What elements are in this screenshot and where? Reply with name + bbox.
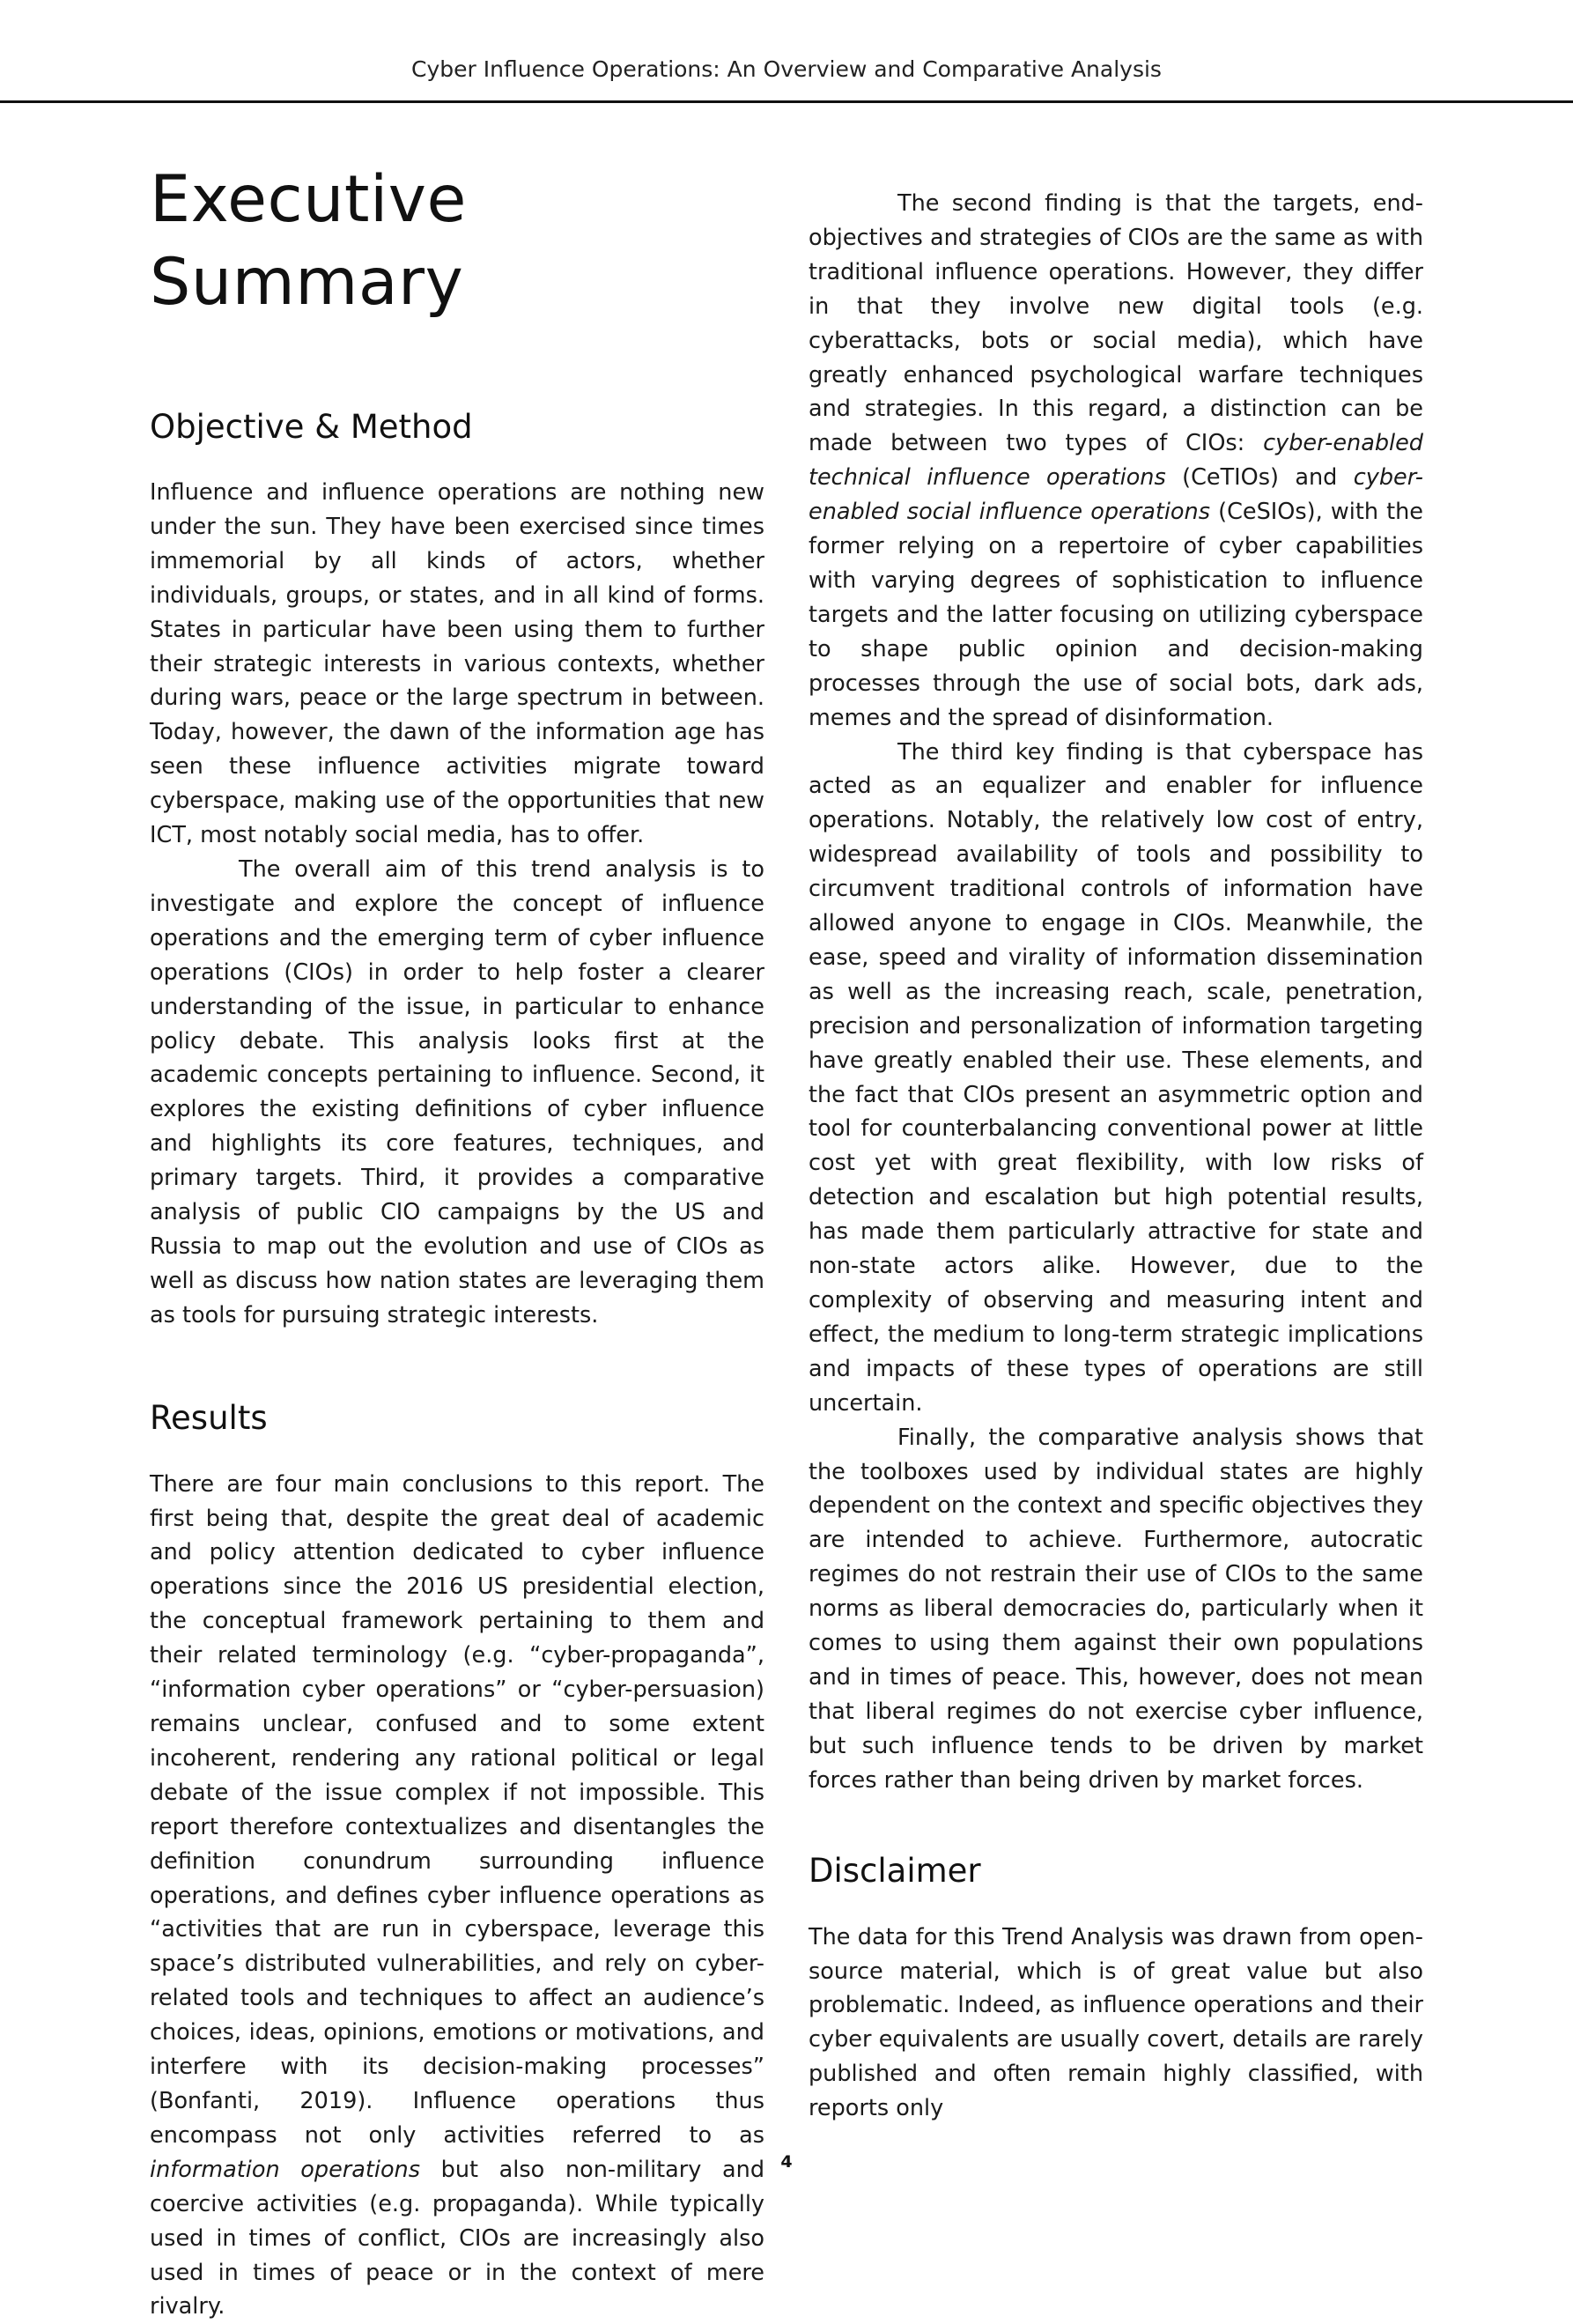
results-p2-emphasis-2: cyber-enabled social influence operations [809,464,1423,526]
results-paragraph-3: The third key finding is that cyberspace has acted as an equalizer and enabler for influence operations. Notably, the relatively low cost of entry, widespread availability of tools and possibility to circumvent traditional controls of information have allowed anyone to engage in CIOs. Meanwhile, the ease, speed and virality of information dissemination as well as the increasing reach, scale, penetration, precision and personalization of information targeting have greatly enabled their use. These elements, and the fact that CIOs present an asymmetric option and tool for counterbalancing conventional power at little cost yet with great flexibility, with low risks of detection and escalation but high potential results, has made them particularly attractive for state and non-state actors alike. However, due to the complexity of observing and measuring intent and effect, the medium to long-term strategic implications and impacts of these types of operations are still uncertain. [809,738,1423,1417]
results-p2-text-a: The second finding is that the targets, end-objectives and strategies of CIOs are the same as with traditional influence operations. However, they differ in that they involve new digital tools (e.g. cyberattacks, bots or social media), which have greatly enhanced psychological warfare techniques and strategies. In this regard, a distinction can be made between two types of CIOs: [809,190,1423,457]
results-p2-text-c: (CeSIOs), with the former relying on a repertoire of cyber capabilities with varying degrees of sophistication to influence targets and the latter focusing on utilizing cyberspace to shape public opinion and decision-making processes through the use of social bots, dark ads, memes and the spread of disinformation. [809,499,1423,731]
results-p1-text-b: but also non-military and coercive activities (e.g. propaganda). While typically used in times of conflict, CIOs are increasingly also used in times of peace or in the context of mere rivalry. [150,2156,765,2320]
results-paragraph-2 [809,187,1423,736]
section-heading-objective: Objective & Method [150,408,473,446]
results-p1-text-a: There are four main conclusions to this report. The first being that, despite the great deal of academic and policy attention dedicated to cyber influence operations since the 2016 US presidential election, the conceptual framework pertaining to them and their related terminology (e.g. “cyber-propaganda”, “information cyber operations” or “cyber-persuasion) remains unclear, confused and to some extent incoherent, rendering any rational political or legal debate of the issue complex if not impossible. This report therefore contextualizes and disentangles the definition conundrum surrounding influence operations, and defines cyber influence operations as “activities that are run in cyberspace, leverage this space’s distributed vulnerabilities, and rely on cyber-related tools and techniques to affect an audience’s choices, ideas, opinions, emotions or motivations, and interfere with its decision-making processes” (Bonfanti, 2019). Influence operations thus encompass not only activities referred to as [150,1470,764,2149]
results-paragraph-4: Finally, the comparative analysis shows that the toolboxes used by individual states are highly dependent on the context and specific objectives they are intended to achieve. Furthermore, autocratic regimes do not restrain their use of CIOs to the same norms as liberal democracies do, particularly when it comes to using them against their own populations and in times of peace. This, however, does not mean that liberal regimes do not exercise cyber influence, but such influence tends to be driven by market forces rather than being driven by market forces. [809,1424,1423,1794]
results-p2-text-b: (CeTIOs) and [1165,464,1354,492]
running-header: Cyber Influence Operations: An Overview and Comparative Analysis [411,56,1162,82]
results-paragraph-1 [150,1468,764,2324]
left-column [150,148,764,2324]
right-column [809,187,1423,2126]
disclaimer-paragraph-1: The data for this Trend Analysis was drawn from open-source material, which is of great value but also problematic. Indeed, as influence operations and their cyber equivalents are usually covert, details are rarely published and often remain highly classified, with reports only [809,1923,1423,2122]
objective-paragraph-1: Influence and influence operations are nothing new under the sun. They have been exercised since times immemorial by all kinds of actors, whether individuals, groups, or states, and in all kind of forms. States in particular have been using them to further their strategic interests in various contexts, whether during wars, peace or the large spectrum in between. Today, however, the dawn of the information age has seen these influence activities migrate toward cyberspace, making use of the opportunities that new ICT, most notably social media, has to offer. [150,479,764,849]
page-number: 4 [780,2152,793,2172]
section-heading-disclaimer: Disclaimer [809,1851,981,1890]
results-p2-emphasis-1: cyber-enabled technical influence operations [809,430,1423,492]
page-title: Executive Summary [150,162,467,320]
section-heading-results: Results [150,1398,268,1437]
results-p1-emphasis: information operations [150,2156,421,2183]
objective-paragraph-2: The overall aim of this trend analysis is to investigate and explore the concept of influence operations and the emerging term of cyber influence operations (CIOs) in order to help foster a clearer understanding of the issue, in particular to enhance policy debate. This analysis looks first at the academic concepts pertaining to influence. Second, it explores the existing definitions of cyber influence and highlights its core features, techniques, and primary targets. Third, it provides a comparative analysis of public CIO campaigns by the US and Russia to map out the evolution and use of CIOs as well as discuss how nation states are leveraging them as tools for pursuing strategic interests. [150,855,764,1329]
header-rule [0,100,1573,103]
